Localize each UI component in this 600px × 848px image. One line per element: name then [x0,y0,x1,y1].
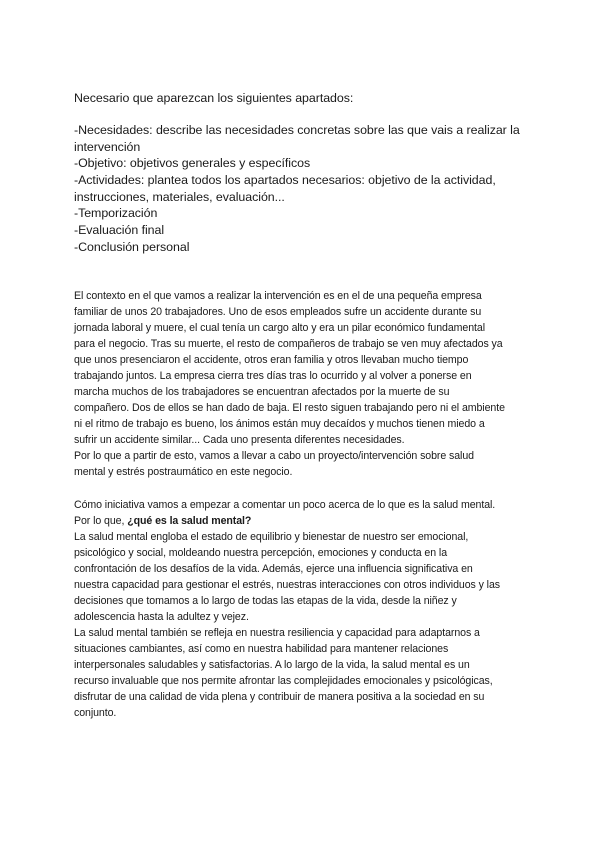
mental-health-line: psicológico y social, moldeando nuestra percepción, emociones y conducta en la [74,547,448,559]
mental-health-line: La salud mental engloba el estado de equilibrio y bienestar de nuestro ser emocional, [74,531,469,543]
mental-health-line: conjunto. [74,707,117,719]
requirement-line: -Temporización [74,206,158,220]
context-line: mental y estrés postraumático en este negocio. [74,466,293,478]
requirement-line: -Evaluación final [74,223,165,237]
requirement-line: -Actividades: plantea todos los apartados necesarios: objetivo de la actividad, [74,173,496,187]
requirement-line: -Necesidades: describe las necesidades concretas sobre las que vais a realizar la [74,123,520,137]
context-line: que unos presenciaron el accidente, otros eran familia y otros llevaban mucho tiempo [74,354,469,366]
requirement-line: intervención [74,140,141,154]
requirements-intro: Necesario que aparezcan los siguientes apartados: [74,91,354,105]
context-line: compañero. Dos de ellos se han dado de baja. El resto siguen trabajando pero ni el ambiente [74,402,505,414]
context-line: familiar de unos 20 trabajadores. Uno de esos empleados sufre un accidente durante su [74,306,482,318]
context-line: ni el ritmo de trabajo es bueno, los ánimos están muy decaídos y muchos tienen miedo a [74,418,485,430]
context-line: Por lo que a partir de esto, vamos a llevar a cabo un proyecto/intervención sobre salud [74,450,474,462]
mental-health-line: disfrutar de una calidad de vida plena y contribuir de manera positiva a la sociedad en su [74,691,485,703]
mental-health-line: recurso invaluable que nos permite afrontar las complejidades emocionales y psicológicas, [74,675,493,687]
context-line: sufrir un accidente similar... Cada uno presenta diferentes necesidades. [74,434,405,446]
mental-health-line: interpersonales saludables y satisfactorias. A lo largo de la vida, la salud mental es un [74,659,470,671]
mental-health-intro: Cómo iniciativa vamos a empezar a comentar un poco acerca de lo que es la salud mental. [74,499,496,511]
requirement-line: -Conclusión personal [74,240,190,254]
mental-health-line: La salud mental también se refleja en nuestra resiliencia y capacidad para adaptarnos a [74,627,480,639]
mental-health-line: nuestra capacidad para gestionar el estrés, nuestras interacciones con otros individuos y las [74,579,500,591]
requirement-line: instrucciones, materiales, evaluación... [74,190,285,204]
requirement-line: -Objetivo: objetivos generales y específicos [74,156,311,170]
mental-health-line: decisiones que tomamos a lo largo de todas las etapas de la vida, desde la niñez y [74,595,457,607]
question-prefix: Por lo que, [74,515,128,527]
mental-health-question-line [74,515,251,527]
mental-health-line: adolescencia hasta la adultez y vejez. [74,611,249,623]
context-line: jornada laboral y muere, el cual tenía un cargo alto y era un pilar económico fundamental [74,322,485,334]
mental-health-line: situaciones cambiantes, así como en nuestra habilidad para mantener relaciones [74,643,449,655]
context-line: marcha muchos de los trabajadores se encuentran afectados por la muerte de su [74,386,450,398]
context-line: para el negocio. Tras su muerte, el resto de compañeros de trabajo se ven muy afectados ya [74,338,503,350]
context-line: trabajando juntos. La empresa cierra tres días tras lo ocurrido y al volver a ponerse en [74,370,472,382]
context-line: El contexto en el que vamos a realizar la intervención es en el de una pequeña empresa [74,290,482,302]
mental-health-line: confrontación de los desafíos de la vida. Además, ejerce una influencia significativa en [74,563,473,575]
question-heading: ¿qué es la salud mental? [127,515,252,527]
